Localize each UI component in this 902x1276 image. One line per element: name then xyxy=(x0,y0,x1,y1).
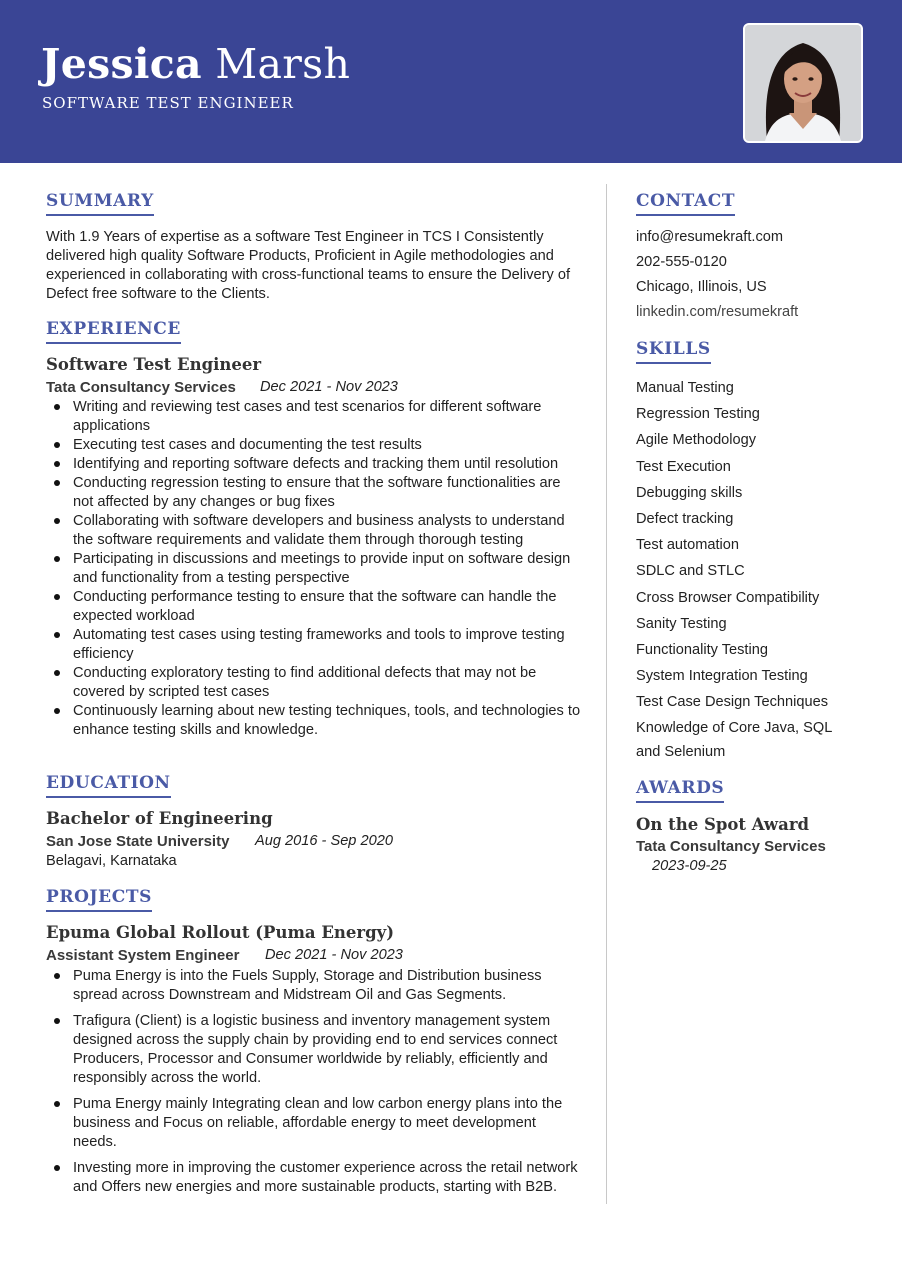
experience-heading: EXPERIENCE xyxy=(46,319,181,344)
summary-heading: SUMMARY xyxy=(46,191,154,216)
contact-heading: CONTACT xyxy=(636,191,735,216)
candidate-name xyxy=(41,38,350,90)
education-dates: Aug 2016 - Sep 2020 xyxy=(255,833,393,849)
job-title-subtitle: SOFTWARE TEST ENGINEER xyxy=(42,94,294,112)
skill-item: Regression Testing xyxy=(636,406,760,423)
column-divider xyxy=(606,184,607,1204)
list-item: Automating test cases using testing frameworks and tools to improve testing efficiency xyxy=(46,626,581,664)
contact-email[interactable]: info@resumekraft.com xyxy=(636,229,784,245)
skills-list xyxy=(636,377,851,767)
last-name: Marsh xyxy=(215,40,351,88)
award-organization: Tata Consultancy Services xyxy=(636,838,826,855)
experience-role: Software Test Engineer xyxy=(46,355,262,374)
experience-bullet-list xyxy=(46,398,581,740)
skill-item: SDLC and STLC xyxy=(636,563,745,580)
skill-item: Knowledge of Core Java, SQL and Selenium xyxy=(636,720,832,761)
skill-item: Agile Methodology xyxy=(636,432,757,449)
list-item: Puma Energy is into the Fuels Supply, Storage and Distribution business spread across Downstream and Midstream Oil and Gas Segments. xyxy=(46,967,581,1005)
list-item: Investing more in improving the customer experience across the retail network and Offers new energies and more sustainable products, starting with B2B. xyxy=(46,1159,581,1197)
project-bullet-list xyxy=(46,967,581,1204)
skill-item: Sanity Testing xyxy=(636,615,727,632)
skill-item: Defect tracking xyxy=(636,510,734,527)
list-item: Trafigura (Client) is a logistic business and inventory management system designed across the supply chain by providing end to end services connect Producers, Processor and Consumer worldwide by reliably, efficiently and responsibly across the world. xyxy=(46,1012,581,1088)
skill-item: System Integration Testing xyxy=(636,668,808,685)
summary-text: With 1.9 Years of expertise as a software Test Engineer in TCS I Consistently delivered high quality Software Products, Proficient in Agile methodologies and experienced in collaborating with cross-functional teams to ensure the Delivery of Defect free software to the Clients. xyxy=(46,229,571,302)
education-school: San Jose State University xyxy=(46,833,230,850)
list-item: Executing test cases and documenting the test results xyxy=(46,436,581,455)
list-item: Conducting regression testing to ensure that the software functionalities are not affected by any changes or bug fixes xyxy=(46,474,581,512)
skill-item: Test automation xyxy=(636,537,740,554)
skill-item: Cross Browser Compatibility xyxy=(636,589,820,606)
list-item: Conducting performance testing to ensure that the software can handle the expected workload xyxy=(46,588,581,626)
contact-phone: 202-555-0120 xyxy=(636,254,727,270)
list-item: Identifying and reporting software defects and tracking them until resolution xyxy=(46,455,581,474)
first-name: Jessica xyxy=(41,40,202,88)
portrait-image xyxy=(745,25,861,141)
list-item: Writing and reviewing test cases and test scenarios for different software applications xyxy=(46,398,581,436)
project-name: Epuma Global Rollout (Puma Energy) xyxy=(46,923,395,942)
list-item: Continuously learning about new testing techniques, tools, and technologies to enhance testing skills and knowledge. xyxy=(46,702,581,740)
list-item: Conducting exploratory testing to find additional defects that may not be covered by scripted test cases xyxy=(46,664,581,702)
skill-item: Debugging skills xyxy=(636,484,743,501)
skill-item: Test Case Design Techniques xyxy=(636,694,828,711)
skill-item: Test Execution xyxy=(636,458,731,475)
education-degree: Bachelor of Engineering xyxy=(46,809,273,828)
contact-linkedin-link[interactable]: linkedin.com/resumekraft xyxy=(636,304,799,320)
projects-heading: PROJECTS xyxy=(46,887,152,912)
profile-photo xyxy=(743,23,863,143)
list-item: Puma Energy mainly Integrating clean and low carbon energy plans into the business and Focus on reliable, affordable energy to meet development needs. xyxy=(46,1095,581,1152)
award-title: On the Spot Award xyxy=(636,815,810,834)
experience-dates: Dec 2021 - Nov 2023 xyxy=(260,379,398,395)
skills-heading: SKILLS xyxy=(636,339,711,364)
list-item: Participating in discussions and meetings to provide input on software design and functionality from a testing perspective xyxy=(46,550,581,588)
project-role: Assistant System Engineer xyxy=(46,947,240,964)
skill-item: Manual Testing xyxy=(636,380,734,396)
list-item: Collaborating with software developers and business analysts to understand the software requirements and validate them through thorough testing xyxy=(46,512,581,550)
contact-location: Chicago, Illinois, US xyxy=(636,279,767,295)
project-dates: Dec 2021 - Nov 2023 xyxy=(265,947,403,963)
education-heading: EDUCATION xyxy=(46,773,171,798)
skill-item: Functionality Testing xyxy=(636,641,768,658)
experience-company: Tata Consultancy Services xyxy=(46,379,236,396)
award-date: 2023-09-25 xyxy=(652,858,727,874)
awards-heading: AWARDS xyxy=(636,778,724,803)
education-location: Belagavi, Karnataka xyxy=(46,853,177,869)
resume-header xyxy=(0,0,902,163)
